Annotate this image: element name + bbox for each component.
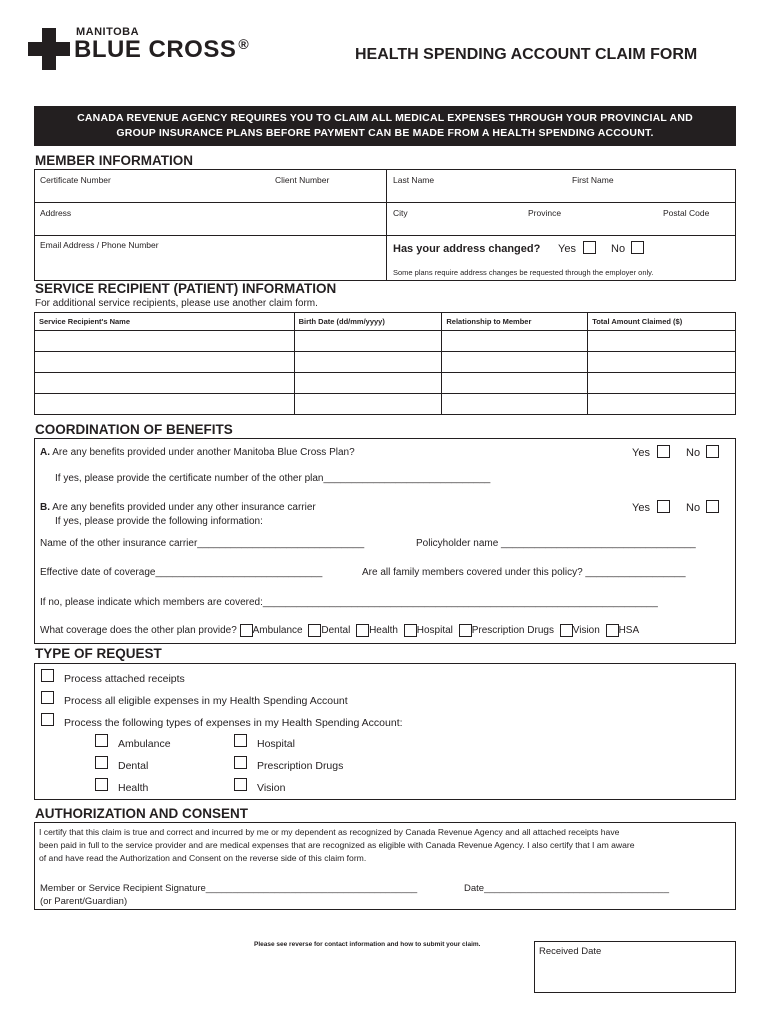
table-row (35, 373, 736, 394)
postal-code-field[interactable]: Postal Code (663, 208, 710, 218)
request-title: TYPE OF REQUEST (35, 646, 162, 661)
request-vision-checkbox[interactable] (234, 778, 247, 791)
carrier-name-field[interactable]: Name of the other insurance carrier______________________________ (40, 538, 365, 549)
email-phone-field[interactable]: Email Address / Phone Number (40, 240, 159, 250)
province-field[interactable]: Province (528, 208, 562, 218)
cob-question-b: B. Are any benefits provided under any other insurance carrier (40, 502, 316, 513)
request-health-label: Health (118, 782, 149, 794)
cob-b-followup: If yes, please provide the following information: (55, 516, 263, 527)
total-amount-header: Total Amount Claimed ($) (588, 313, 736, 331)
request-hospital-checkbox[interactable] (234, 734, 247, 747)
cra-banner: CANADA REVENUE AGENCY REQUIRES YOU TO CLAIM ALL MEDICAL EXPENSES THROUGH YOUR PROVINCIAL AND GROUP INSURANCE PLANS BEFORE PAYMENT CAN BE MADE FROM A HEALTH SPENDING ACCOUNT. (34, 106, 736, 146)
coverage-prescription-checkbox[interactable] (459, 624, 472, 637)
cob-b-yes-label: Yes (632, 502, 650, 514)
process-receipts-checkbox[interactable] (41, 669, 54, 682)
request-ambulance-label: Ambulance (118, 738, 171, 750)
coverage-vision-checkbox[interactable] (560, 624, 573, 637)
request-prescription-checkbox[interactable] (234, 756, 247, 769)
request-hospital-label: Hospital (257, 738, 295, 750)
auth-statement: I certify that this claim is true and correct and incurred by me or my dependent as recognized by Canada Revenue Agency and all attached receipts have been paid in full to the service provider and are medical expenses that are recognized as eligible with Canada Revenue Agency. I also certify that I am aware of and have read the Authorization and Consent on the reverse side of this claim form. (39, 827, 635, 863)
address-changed-label: Has your address changed? (393, 243, 541, 255)
members-covered-field[interactable]: If no, please indicate which members are covered:_______________________________________________________________________ (40, 597, 658, 608)
logo-manitoba-text: MANITOBA (76, 26, 140, 38)
address-changed-no-label: No (611, 243, 626, 255)
signature-field[interactable]: Member or Service Recipient Signature________________________________________ (40, 883, 418, 894)
request-ambulance-checkbox[interactable] (95, 734, 108, 747)
date-field[interactable]: Date___________________________________ (464, 883, 669, 894)
coverage-hospital-checkbox[interactable] (404, 624, 417, 637)
logo-brand-text: BLUE CROSS ® (74, 36, 250, 63)
table-row (35, 331, 736, 352)
table-row (35, 352, 736, 373)
cob-title: COORDINATION OF BENEFITS (35, 422, 233, 437)
birth-date-header: Birth Date (dd/mm/yyyy) (294, 313, 442, 331)
address-change-note: Some plans require address changes be requested through the employer only. (393, 268, 654, 277)
client-number-field[interactable]: Client Number (275, 175, 330, 185)
member-info-title: MEMBER INFORMATION (35, 153, 193, 168)
effective-date-field[interactable]: Effective date of coverage______________________________ (40, 567, 323, 578)
cob-question-a: A. Are any benefits provided under another Manitoba Blue Cross Plan? (40, 447, 355, 458)
reverse-note: Please see reverse for contact information and how to submit your claim. (254, 941, 481, 948)
certificate-number-field[interactable]: Certificate Number (40, 175, 111, 185)
request-prescription-label: Prescription Drugs (257, 760, 344, 772)
process-following-types-checkbox[interactable] (41, 713, 54, 726)
cob-a-yes-checkbox[interactable] (657, 445, 670, 458)
auth-title: AUTHORIZATION AND CONSENT (35, 806, 248, 821)
coverage-dental-checkbox[interactable] (308, 624, 321, 637)
city-field[interactable]: City (393, 208, 408, 218)
recipient-table (34, 312, 736, 415)
form-title: HEALTH SPENDING ACCOUNT CLAIM FORM (355, 46, 698, 63)
guardian-note: (or Parent/Guardian) (40, 896, 128, 907)
request-vision-label: Vision (257, 782, 286, 794)
cob-a-no-checkbox[interactable] (706, 445, 719, 458)
cob-b-yes-checkbox[interactable] (657, 500, 670, 513)
cob-a-no-label: No (686, 447, 701, 459)
request-dental-label: Dental (118, 760, 149, 772)
address-changed-no-checkbox[interactable] (631, 241, 644, 254)
cob-a-yes-label: Yes (632, 447, 650, 459)
received-date-label: Received Date (539, 946, 602, 957)
relationship-header: Relationship to Member (442, 313, 588, 331)
request-dental-checkbox[interactable] (95, 756, 108, 769)
recipient-info-title: SERVICE RECIPIENT (PATIENT) INFORMATION (35, 281, 337, 296)
first-name-field[interactable]: First Name (572, 175, 614, 185)
process-all-eligible-label: Process all eligible expenses in my Health Spending Account (64, 695, 348, 707)
blue-cross-logo-icon (28, 28, 70, 70)
cob-b-no-checkbox[interactable] (706, 500, 719, 513)
address-changed-yes-checkbox[interactable] (583, 241, 596, 254)
cob-a-certificate-field[interactable]: If yes, please provide the certificate number of the other plan______________________________ (55, 473, 491, 484)
process-receipts-label: Process attached receipts (64, 673, 185, 685)
request-health-checkbox[interactable] (95, 778, 108, 791)
coverage-health-checkbox[interactable] (356, 624, 369, 637)
coverage-hsa-checkbox[interactable] (606, 624, 619, 637)
member-info-box (34, 169, 736, 281)
cob-b-no-label: No (686, 502, 701, 514)
process-all-eligible-checkbox[interactable] (41, 691, 54, 704)
recipient-info-subtitle: For additional service recipients, please use another claim form. (35, 298, 318, 309)
address-changed-yes-label: Yes (558, 243, 576, 255)
policyholder-field[interactable]: Policyholder name ___________________________________ (416, 538, 696, 549)
process-following-types-label: Process the following types of expenses in my Health Spending Account: (64, 717, 403, 729)
last-name-field[interactable]: Last Name (393, 175, 435, 185)
coverage-options-row: What coverage does the other plan provide? Ambulance Dental Health Hospital Prescription Drugs Vision HSA (40, 625, 640, 637)
table-row (35, 394, 736, 415)
recipient-name-header: Service Recipient's Name (35, 313, 295, 331)
address-field[interactable]: Address (40, 208, 72, 218)
all-family-covered-field[interactable]: Are all family members covered under this policy? __________________ (362, 567, 686, 578)
coverage-ambulance-checkbox[interactable] (240, 624, 253, 637)
